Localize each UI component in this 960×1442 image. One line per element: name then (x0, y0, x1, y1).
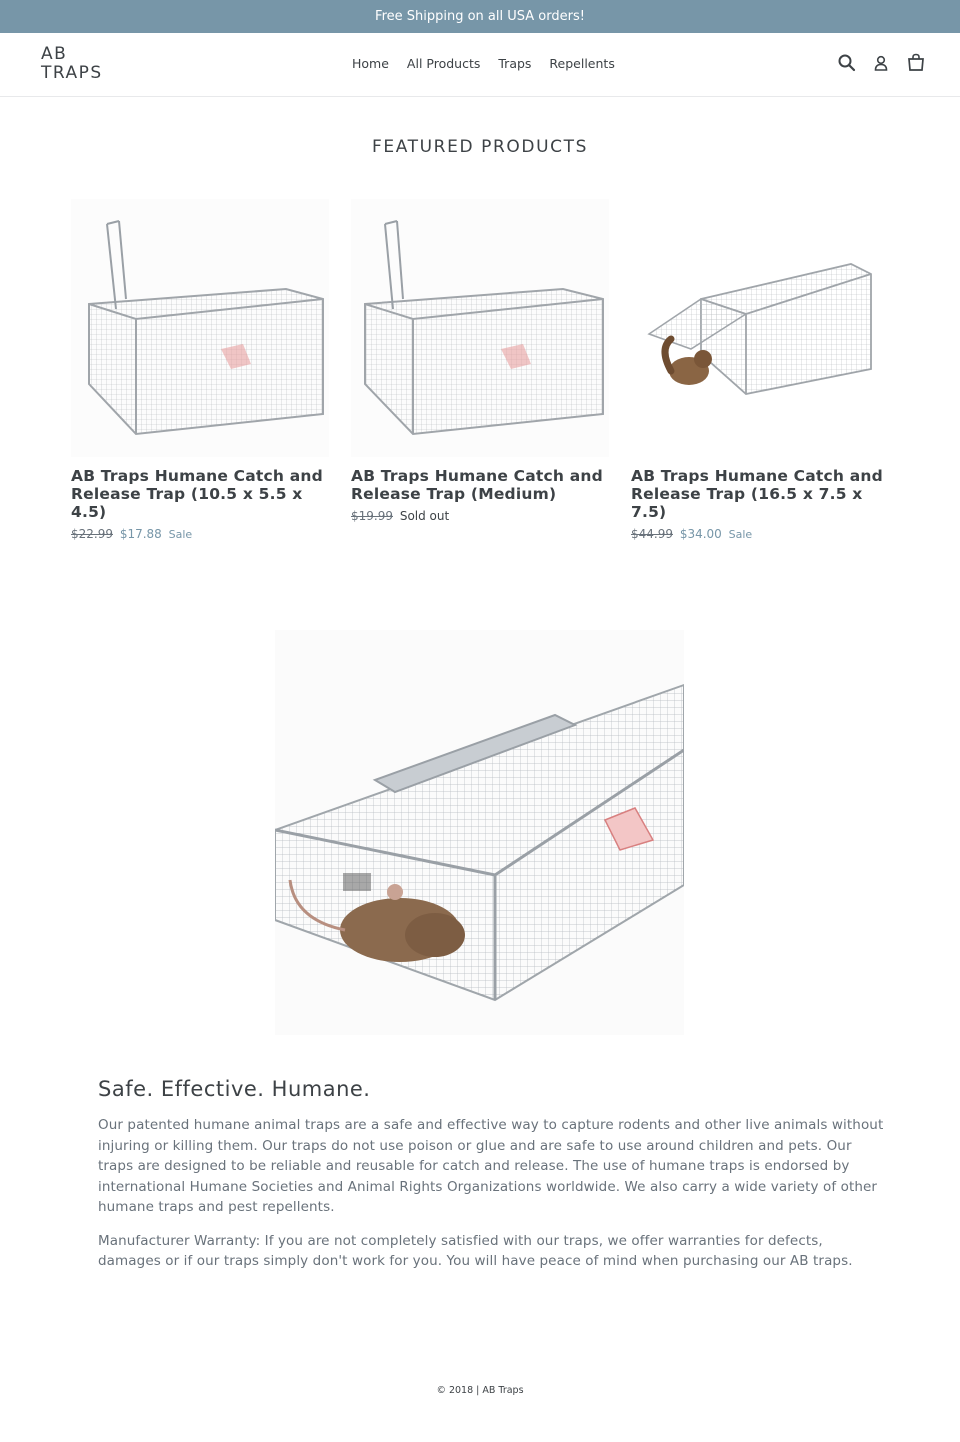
nav-repellents[interactable]: Repellents (549, 56, 615, 71)
compare-price: $19.99 (351, 509, 393, 523)
search-icon[interactable] (836, 52, 858, 74)
product-card[interactable] (631, 199, 889, 541)
site-header (0, 33, 960, 97)
compare-price: $44.99 (631, 527, 673, 541)
cart-icon[interactable] (905, 52, 927, 74)
product-image[interactable] (351, 199, 609, 457)
copyright-text: © 2018 | AB Traps (436, 1385, 524, 1396)
content-heading: Safe. Effective. Humane. (98, 1077, 371, 1101)
product-title[interactable]: AB Traps Humane Catch and Release Trap (10.5 x 5.5 x 4.5) (71, 467, 323, 521)
compare-price: $22.99 (71, 527, 113, 541)
product-image[interactable] (71, 199, 329, 457)
site-footer (0, 1385, 960, 1396)
product-price (631, 527, 889, 541)
product-price (71, 527, 329, 541)
nav-home[interactable]: Home (352, 56, 389, 71)
sale-badge: Sale (728, 528, 753, 541)
product-title[interactable]: AB Traps Humane Catch and Release Trap (Medium) (351, 467, 603, 503)
sold-out-badge: Sold out (399, 509, 450, 523)
nav-traps[interactable]: Traps (498, 56, 532, 71)
announcement-text: Free Shipping on all USA orders! (375, 9, 585, 24)
product-card[interactable] (71, 199, 329, 541)
account-icon[interactable] (870, 52, 892, 74)
product-image[interactable] (631, 199, 889, 457)
sale-price: $17.88 (119, 527, 162, 541)
rich-text-section (98, 1077, 888, 1285)
product-card[interactable] (351, 199, 609, 523)
hero-image (275, 630, 684, 1035)
nav-all-products[interactable]: All Products (406, 56, 481, 71)
product-title[interactable]: AB Traps Humane Catch and Release Trap (16.5 x 7.5 x 7.5) (631, 467, 883, 521)
main-nav (343, 55, 624, 73)
sale-badge: Sale (168, 528, 193, 541)
sale-price: $34.00 (679, 527, 722, 541)
site-logo[interactable]: AB TRAPS (41, 44, 103, 83)
announcement-bar (0, 0, 960, 33)
content-paragraph: Our patented humane animal traps are a safe and effective way to capture rodents and other live animals without injuring or killing them. Our traps do not use poison or glue and are safe to use around children and pets. Our traps are designed to be reliable and reusable for catch and release. The use of humane traps is endorsed by international Humane Societies and Animal Rights Organizations worldwide. We also carry a wide variety of other humane traps and pest repellents. (98, 1117, 884, 1215)
warranty-paragraph: Manufacturer Warranty: If you are not completely satisfied with our traps, we offer warranties for defects, damages or if our traps simply don't work for you. You will have peace of mind when purchasing our AB traps. (98, 1232, 853, 1269)
product-price (351, 509, 609, 523)
featured-title: FEATURED PRODUCTS (372, 137, 588, 157)
